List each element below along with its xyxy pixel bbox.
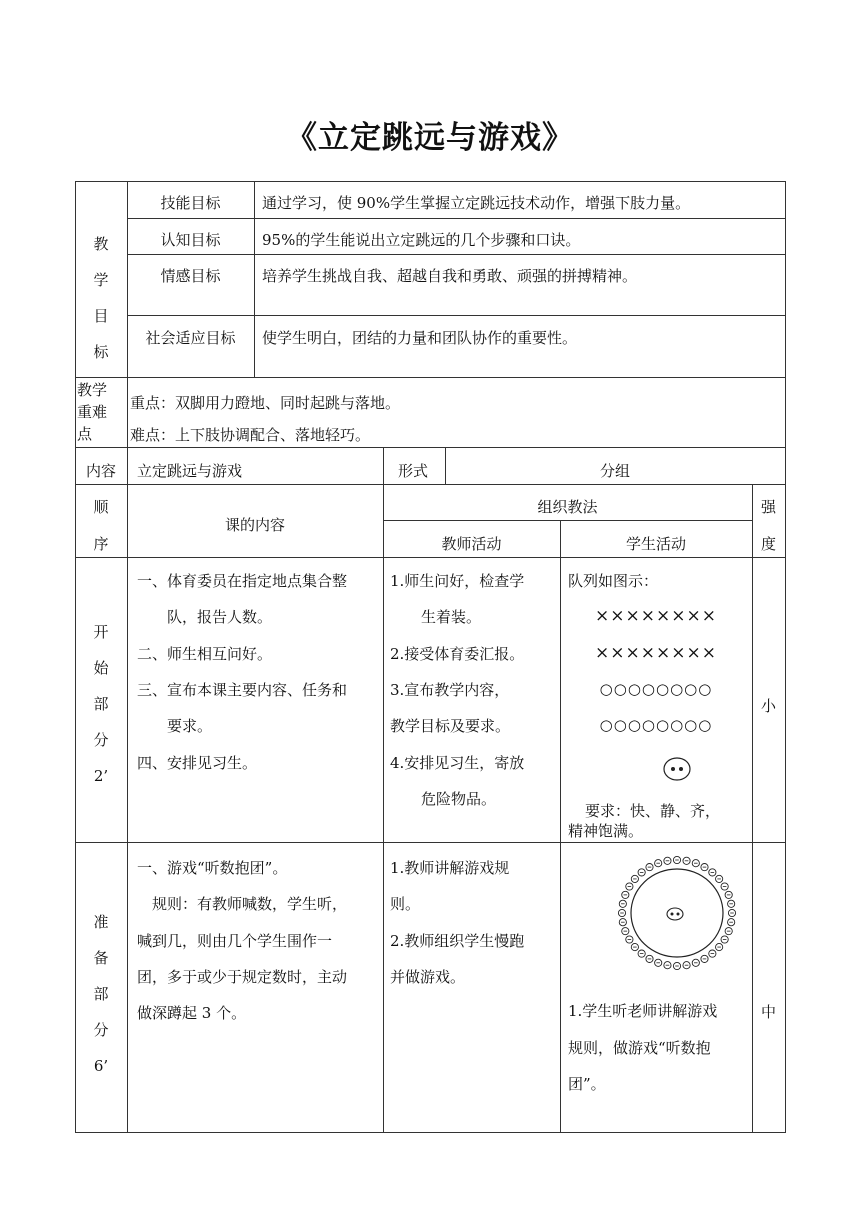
goal-text-skill: 通过学习，使 90%学生掌握立定跳远技术动作，增强下肢力量。 — [262, 194, 691, 212]
content-value: 立定跳远与游戏 — [137, 462, 243, 480]
formation-row: ○○○○○○○○ — [599, 680, 713, 698]
student-face-icon — [728, 909, 735, 916]
student-face-icon — [701, 955, 708, 962]
student-face-icon — [728, 919, 735, 926]
goal-text-social: 使学生明白，团结的力量和团队协作的重要性。 — [262, 329, 578, 347]
order-header: 顺 — [93, 498, 109, 516]
content-label: 内容 — [85, 462, 116, 480]
student-face-icon — [692, 959, 699, 966]
goal-label-emotion: 情感目标 — [160, 267, 221, 285]
student-face-icon — [721, 883, 728, 890]
student-face-icon — [631, 875, 638, 882]
student-face-icon — [655, 959, 662, 966]
student-face-icon — [664, 962, 671, 969]
student-circle-formation-diagram — [613, 851, 741, 975]
student-face-icon — [683, 857, 690, 864]
formation-row: ×××××××× — [595, 606, 717, 626]
goal-text-cognitive: 95%的学生能说出立定跳远的几个步骤和口诀。 — [262, 231, 581, 249]
intensity-header: 强 — [760, 498, 776, 516]
student-face-icon — [664, 857, 671, 864]
student-face-icon — [683, 962, 690, 969]
goal-text-emotion: 培养学生挑战自我、超越自我和勇敢、顽强的拼搏精神。 — [262, 267, 638, 285]
teacher-face-icon — [662, 756, 692, 782]
student-face-icon — [673, 962, 680, 969]
student-face-icon — [709, 869, 716, 876]
prep-intensity: 中 — [760, 1003, 776, 1021]
formation-row: ×××××××× — [595, 643, 717, 663]
student-face-icon — [638, 869, 645, 876]
student-face-icon — [716, 943, 723, 950]
student-face-icon — [631, 943, 638, 950]
student-face-icon — [725, 928, 732, 935]
key-point: 重点：双脚用力蹬地、同时起跳与落地。 — [130, 394, 401, 412]
hard-point: 难点：上下肢协调配合、落地轻巧。 — [130, 426, 371, 444]
student-face-icon — [619, 919, 626, 926]
student-face-icon — [728, 900, 735, 907]
student-face-icon — [618, 909, 625, 916]
student-face-icon — [655, 860, 662, 867]
student-face-icon — [646, 955, 653, 962]
lesson-content-header: 课的内容 — [224, 516, 285, 534]
formation-row: ○○○○○○○○ — [599, 716, 713, 734]
goal-label-skill: 技能目标 — [160, 194, 221, 212]
student-face-icon — [721, 936, 728, 943]
teacher-face-icon — [667, 908, 683, 920]
student-face-icon — [725, 891, 732, 898]
student-face-icon — [692, 860, 699, 867]
student-face-icon — [626, 936, 633, 943]
student-face-icon — [646, 864, 653, 871]
student-face-icon — [622, 891, 629, 898]
org-method-header: 组织教法 — [537, 498, 598, 516]
form-label: 形式 — [398, 462, 429, 480]
student-face-icon — [673, 856, 680, 863]
form-value: 分组 — [599, 462, 630, 480]
goal-label-cognitive: 认知目标 — [160, 231, 221, 249]
goal-label-social: 社会适应目标 — [145, 329, 236, 347]
student-activity-header: 学生活动 — [625, 535, 686, 553]
student-face-icon — [622, 928, 629, 935]
teacher-activity-header: 教师活动 — [441, 535, 502, 553]
student-face-icon — [701, 864, 708, 871]
student-face-icon — [619, 900, 626, 907]
start-intensity: 小 — [760, 697, 776, 715]
student-face-icon — [716, 875, 723, 882]
student-face-icon — [709, 950, 716, 957]
student-face-icon — [626, 883, 633, 890]
document-title: 《立定跳远与游戏》 — [286, 120, 574, 156]
student-face-icon — [638, 950, 645, 957]
